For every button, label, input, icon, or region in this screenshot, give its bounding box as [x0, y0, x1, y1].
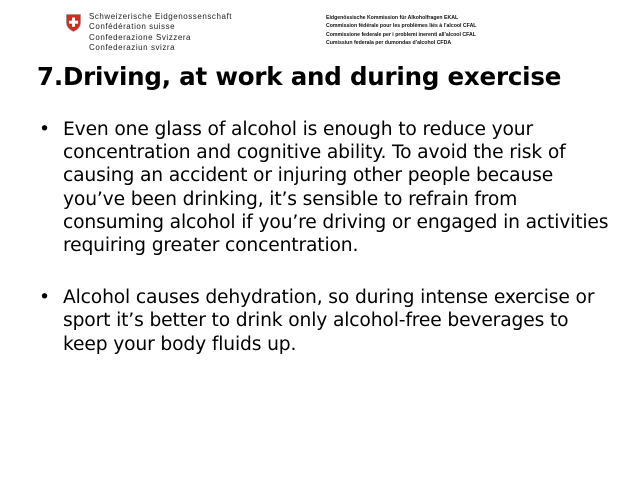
bullet-text: Even one glass of alcohol is enough to reduce your concentration and cognitive ability. To avoid the risk of causing an accident or injuring other people because you’ve been drinking, it’s sensible to refrain from consuming alcohol if you’re driving or engaged in activities requiring greater concentration. — [63, 119, 609, 257]
federation-names — [89, 12, 232, 53]
swiss-cross-shield-icon — [66, 14, 81, 32]
bullet-dot: • — [39, 119, 50, 140]
federation-name-de: Schweizerische Eidgenossenschaft — [89, 12, 233, 21]
commission-name-rm: Cumissiun federala per dumondas d’alcohol CFDA — [326, 39, 452, 46]
commission-name-fr: Commission fédérale pour les problèmes liés à l’alcool CFAL — [326, 23, 477, 30]
federation-name-it: Confederazione Svizzera — [89, 32, 192, 42]
bullet-text: Alcohol causes dehydration, so during intense exercise or sport it’s better to drink only alcohol-free beverages to keep your body fluids up. — [63, 287, 595, 355]
slide-title: 7.Driving, at work and during exercise — [37, 62, 562, 91]
bullet-item — [37, 118, 617, 257]
commission-names — [326, 14, 476, 47]
commission-name-de: Eidgenössische Kommission für Alkoholfragen EKAL — [326, 15, 459, 21]
federation-name-fr: Confédération suisse — [89, 22, 176, 32]
bullet-item — [37, 286, 617, 356]
commission-name-it: Commissione federale per i problemi inerenti all’alcool CFAL — [326, 31, 476, 38]
federation-name-rm: Confederaziun svizra — [89, 42, 176, 52]
bullet-dot: • — [39, 287, 50, 309]
slide-header — [0, 0, 638, 60]
bullet-list — [37, 118, 617, 356]
